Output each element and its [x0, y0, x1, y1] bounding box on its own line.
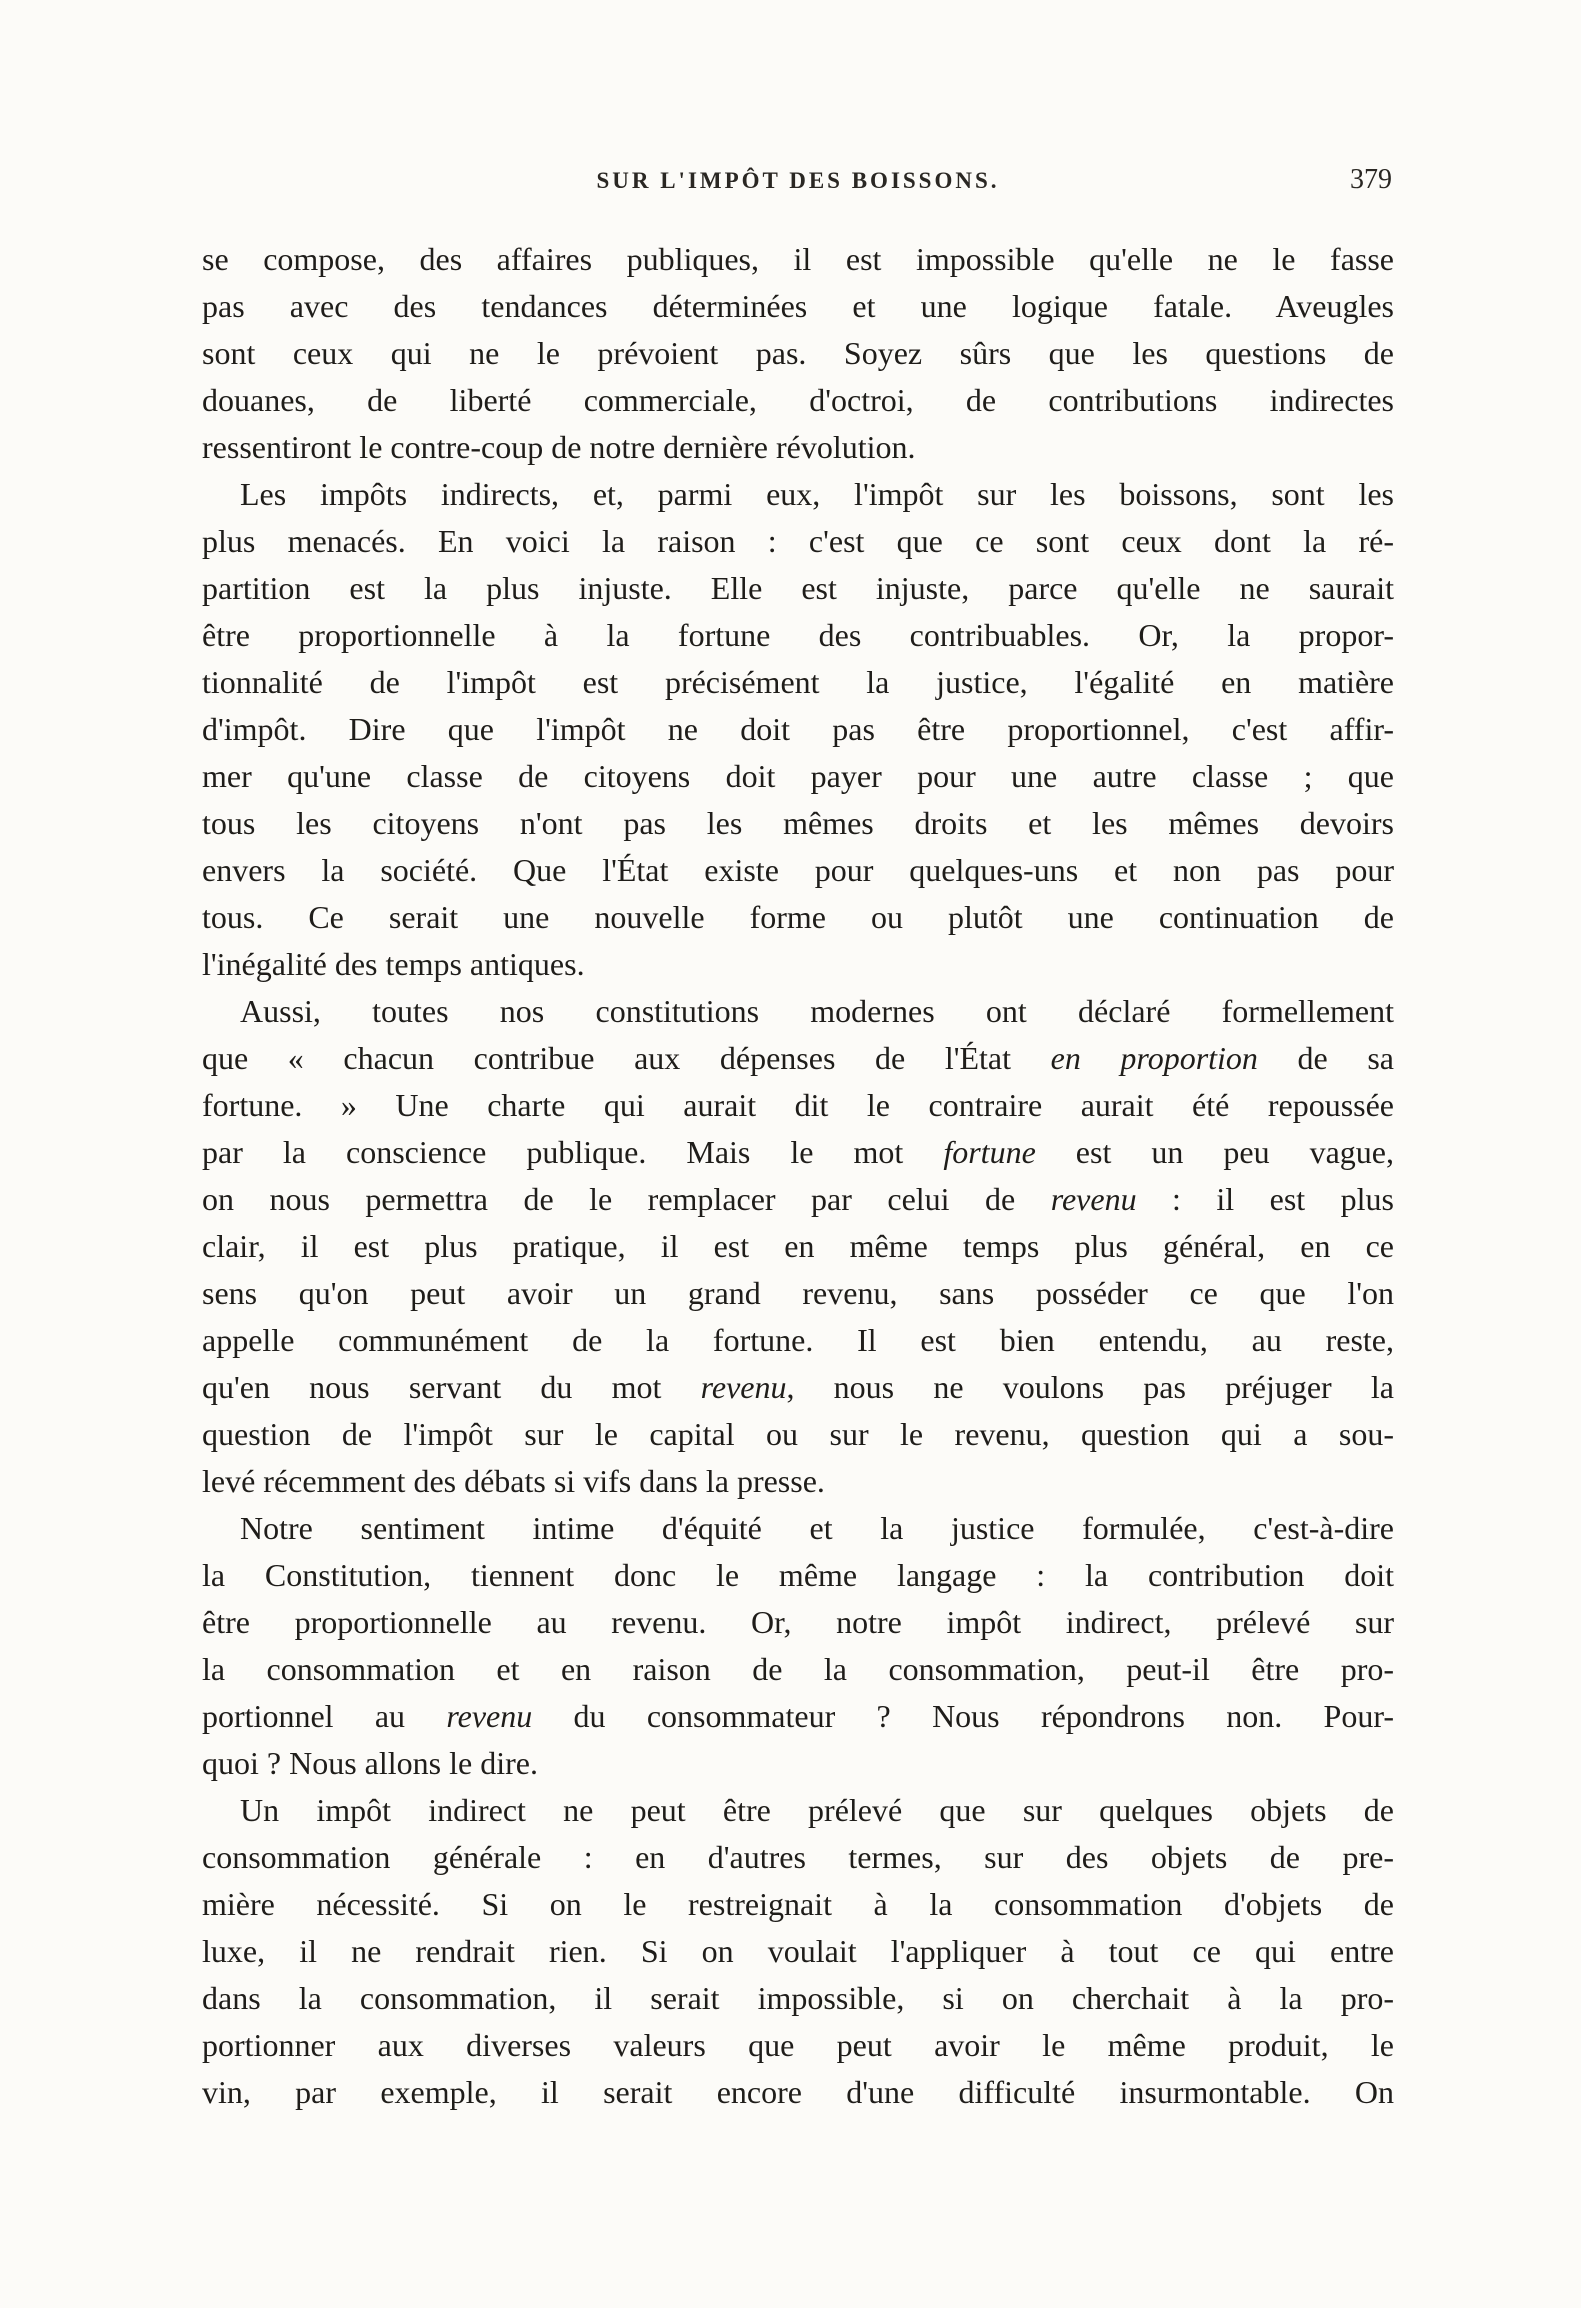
text-line: Aussi, toutes nos constitutions modernes ont déclaré formellement: [240, 993, 1394, 1029]
text-line: dans la consommation, il serait impossible, si on cherchait à la pro-: [202, 1980, 1394, 2016]
text-line: envers la société. Que l'État existe pour quelques-uns et non pas pour: [202, 852, 1394, 888]
text-line: Notre sentiment intime d'équité et la justice formulée, c'est-à-dire: [240, 1510, 1394, 1546]
text-line: clair, il est plus pratique, il est en même temps plus général, en ce: [202, 1228, 1394, 1264]
text-line: luxe, il ne rendrait rien. Si on voulait l'appliquer à tout ce qui entre: [202, 1933, 1394, 1969]
text-line: mer qu'une classe de citoyens doit payer pour une autre classe ; que: [202, 758, 1394, 794]
text-line: mière nécessité. Si on le restreignait à la consommation d'objets de: [202, 1886, 1394, 1922]
page-body: [202, 236, 1394, 2116]
text-line: Les impôts indirects, et, parmi eux, l'impôt sur les boissons, sont les: [240, 476, 1394, 512]
text-line: tous. Ce serait une nouvelle forme ou plutôt une continuation de: [202, 899, 1394, 935]
text-line: ressentiront le contre-coup de notre dernière révolution.: [202, 429, 916, 465]
text-line: consommation générale : en d'autres termes, sur des objets de pre-: [202, 1839, 1394, 1875]
text-line: portionner aux diverses valeurs que peut avoir le même produit, le: [202, 2027, 1394, 2063]
text-line: par la conscience publique. Mais le mot fortune est un peu vague,: [202, 1134, 1395, 1170]
text-line: l'inégalité des temps antiques.: [202, 946, 585, 982]
text-line: pas avec des tendances déterminées et une logique fatale. Aveugles: [202, 288, 1394, 324]
page-number: 379: [1350, 164, 1392, 195]
text-line: d'impôt. Dire que l'impôt ne doit pas être proportionnel, c'est affir-: [202, 711, 1394, 747]
paragraph: [202, 988, 1394, 1505]
text-line: qu'en nous servant du mot revenu, nous ne voulons pas préjuger la: [202, 1369, 1395, 1405]
text-line: on nous permettra de le remplacer par celui de revenu : il est plus: [202, 1181, 1395, 1217]
paragraph: [202, 236, 1394, 471]
paragraph: [202, 471, 1394, 988]
text-line: tous les citoyens n'ont pas les mêmes droits et les mêmes devoirs: [202, 805, 1394, 841]
text-line: partition est la plus injuste. Elle est injuste, parce qu'elle ne saurait: [202, 570, 1394, 606]
text-line: vin, par exemple, il serait encore d'une difficulté insurmontable. On: [202, 2074, 1394, 2110]
text-line: appelle communément de la fortune. Il est bien entendu, au reste,: [202, 1322, 1394, 1358]
running-head: [202, 164, 1394, 214]
text-line: Un impôt indirect ne peut être prélevé que sur quelques objets de: [240, 1792, 1394, 1828]
text-line: être proportionnelle au revenu. Or, notre impôt indirect, prélevé sur: [202, 1604, 1394, 1640]
running-head-title: SUR L'IMPÔT DES BOISSONS.: [596, 168, 1000, 193]
text-line: plus menacés. En voici la raison : c'est que ce sont ceux dont la ré-: [202, 523, 1394, 559]
text-line: la Constitution, tiennent donc le même langage : la contribution doit: [202, 1557, 1394, 1593]
paragraph: [202, 1505, 1394, 1787]
text-line: tionnalité de l'impôt est précisément la justice, l'égalité en matière: [202, 664, 1394, 700]
text-line: levé récemment des débats si vifs dans la presse.: [202, 1463, 825, 1499]
text-line: la consommation et en raison de la consommation, peut-il être pro-: [202, 1651, 1394, 1687]
paragraph: [202, 1787, 1394, 2116]
text-line: question de l'impôt sur le capital ou sur le revenu, question qui a sou-: [202, 1416, 1394, 1452]
text-line: sens qu'on peut avoir un grand revenu, sans posséder ce que l'on: [202, 1275, 1394, 1311]
text-line: quoi ? Nous allons le dire.: [202, 1745, 538, 1781]
text-line: fortune. » Une charte qui aurait dit le contraire aurait été repoussée: [202, 1087, 1394, 1123]
text-line: se compose, des affaires publiques, il est impossible qu'elle ne le fasse: [202, 241, 1394, 277]
page-content: [202, 164, 1395, 2116]
text-line: être proportionnelle à la fortune des contribuables. Or, la propor-: [202, 617, 1394, 653]
text-line: que « chacun contribue aux dépenses de l'État en proportion de sa: [202, 1040, 1395, 1076]
text-line: douanes, de liberté commerciale, d'octroi, de contributions indirectes: [202, 382, 1394, 418]
text-line: portionnel au revenu du consommateur ? Nous répondrons non. Pour-: [202, 1698, 1395, 1734]
text-line: sont ceux qui ne le prévoient pas. Soyez sûrs que les questions de: [202, 335, 1394, 371]
